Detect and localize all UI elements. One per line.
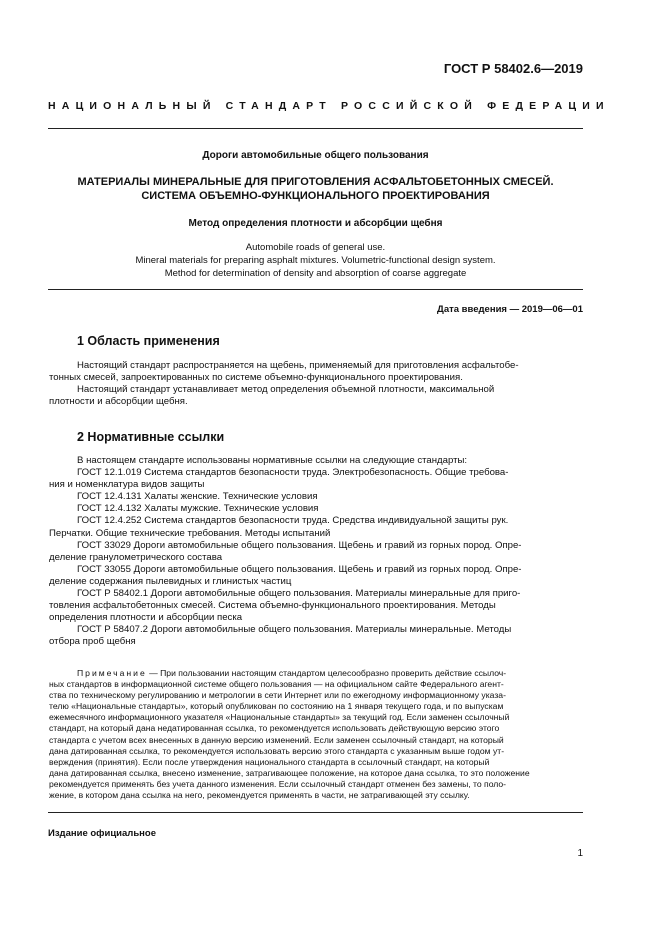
- note-line: жение, в котором дана ссылка на него, рекомендуется применять в части, не затрагивающей эту ссылку.: [49, 790, 470, 801]
- text-line: ГОСТ 12.4.132 Халаты мужские. Технические условия: [77, 503, 319, 515]
- section-2-heading: 2 Нормативные ссылки: [77, 430, 225, 444]
- text-line: определения плотности и абсорбции песка: [49, 612, 243, 624]
- text-line: Настоящий стандарт распространяется на щебень, применяемый для приготовления асфальтобе-: [77, 360, 519, 371]
- method-title: Метод определения плотности и абсорбции щебня: [188, 218, 443, 229]
- text-line: ГОСТ 33029 Дороги автомобильные общего пользования. Щебень и гравий из горных пород. Опре-: [77, 539, 522, 551]
- note-line: рекомендуется применять без учета данного изменения. Если ссылочный стандарт отменен без замены, то поло-: [49, 778, 507, 789]
- english-title-line-3: Method for determination of density and absorption of coarse aggregate: [164, 268, 467, 279]
- document-subtitle: Дороги автомобильные общего пользования: [202, 150, 429, 161]
- text-line: отбора проб щебня: [49, 636, 136, 648]
- text-line: Настоящий стандарт устанавливает метод определения объемной плотности, максимальной: [77, 384, 495, 396]
- title-line-1: МАТЕРИАЛЫ МИНЕРАЛЬНЫЕ ДЛЯ ПРИГОТОВЛЕНИЯ АСФАЛЬТОБЕТОННЫХ СМЕСЕЙ.: [77, 176, 554, 188]
- text-line: товления асфальтобетонных смесей. Система объемно-функционального проектирования. Методы: [49, 600, 496, 612]
- note-line: ных стандартов в информационной системе общего пользования — на официальном сайте Федерального агент-: [49, 679, 504, 690]
- note-line: дана датированная ссылка, то рекомендуется использовать версию этого стандарта с указанным выше годом ут-: [49, 745, 505, 756]
- text-line: ГОСТ Р 58407.2 Дороги автомобильные общего пользования. Материалы минеральные. Методы: [77, 624, 512, 636]
- note-line: стандарта с учетом всех внесенных в данную версию изменений. Если заменен ссылочный стандарт, на который: [49, 734, 504, 745]
- text-line: ГОСТ 12.4.252 Система стандартов безопасности труда. Средства индивидуальной защиты рук.: [77, 515, 509, 527]
- note-line: дана датированная ссылка, внесено изменение, затрагивающее положение, на которое дана ссылка, то это положение: [49, 767, 530, 778]
- section-2-body: [49, 455, 583, 649]
- english-title: [48, 241, 583, 280]
- note-line: стандарт, на который дана недатированная ссылка, то рекомендуется использовать действующую версию этого: [49, 723, 500, 734]
- footer-divider: [48, 812, 583, 813]
- header-divider: [48, 128, 583, 129]
- title-line-2: СИСТЕМА ОБЪЕМНО-ФУНКЦИОНАЛЬНОГО ПРОЕКТИРОВАНИЯ: [141, 190, 490, 202]
- introduction-date: Дата введения — 2019—06—01: [437, 304, 583, 315]
- text-line: деление гранулометрического состава: [49, 551, 223, 563]
- text-line: деление содержания пылевидных и глинистых частиц: [49, 575, 292, 587]
- note-line: ежемесячного информационного указателя «Национальные стандарты» за текущий год. Если заменен ссылочный: [49, 712, 510, 723]
- text-line: Перчатки. Общие технические требования. Методы испытаний: [49, 527, 331, 539]
- note-label: Примечание: [77, 668, 147, 678]
- standard-code: ГОСТ Р 58402.6—2019: [443, 61, 583, 76]
- text-line: ГОСТ Р 58402.1 Дороги автомобильные общего пользования. Материалы минеральные для приго-: [77, 588, 521, 600]
- note-block: [49, 668, 583, 801]
- note-line: ства по техническому регулированию и метрологии в сети Интернет или по ежегодному информационному указа-: [49, 690, 506, 701]
- note-first-text: — При пользовании настоящим стандартом целесообразно проверить действие ссылоч-: [146, 668, 507, 678]
- text-line: ГОСТ 12.1.019 Система стандартов безопасности труда. Электробезопасность. Общие требова-: [77, 467, 509, 479]
- text-line: В настоящем стандарте использованы нормативные ссылки на следующие стандарты:: [77, 455, 468, 466]
- section-1-body: [49, 360, 583, 408]
- note-line: телю «Национальные стандарты», который опубликован по состоянию на 1 января текущего года, и по выпускам: [49, 701, 504, 712]
- edition-label: Издание официальное: [48, 828, 156, 839]
- note-line: верждения (принятия). Если после утверждения национального стандарта в ссылочный стандарт, на который: [49, 756, 490, 767]
- text-line: тонных смесей, запроектированных по системе объемно-функционального проектирования.: [49, 372, 463, 384]
- text-line: ГОСТ 33055 Дороги автомобильные общего пользования. Щебень и гравий из горных пород. Опре-: [77, 563, 522, 575]
- english-title-line-2: Mineral materials for preparing asphalt mixtures. Volumetric-functional design system.: [135, 255, 496, 266]
- document-title: [48, 175, 583, 203]
- english-title-line-1: Automobile roads of general use.: [245, 242, 386, 253]
- national-standard-heading: НАЦИОНАЛЬНЫЙ СТАНДАРТ РОССИЙСКОЙ ФЕДЕРАЦИИ: [48, 100, 610, 112]
- title-divider: [48, 289, 583, 290]
- note-line: [77, 668, 583, 679]
- text-line: ния и номенклатура видов защиты: [49, 479, 205, 491]
- section-1-heading: 1 Область применения: [77, 334, 220, 348]
- page-number: 1: [577, 848, 583, 859]
- text-line: ГОСТ 12.4.131 Халаты женские. Технические условия: [77, 491, 318, 503]
- text-line: плотности и абсорбции щебня.: [49, 396, 188, 408]
